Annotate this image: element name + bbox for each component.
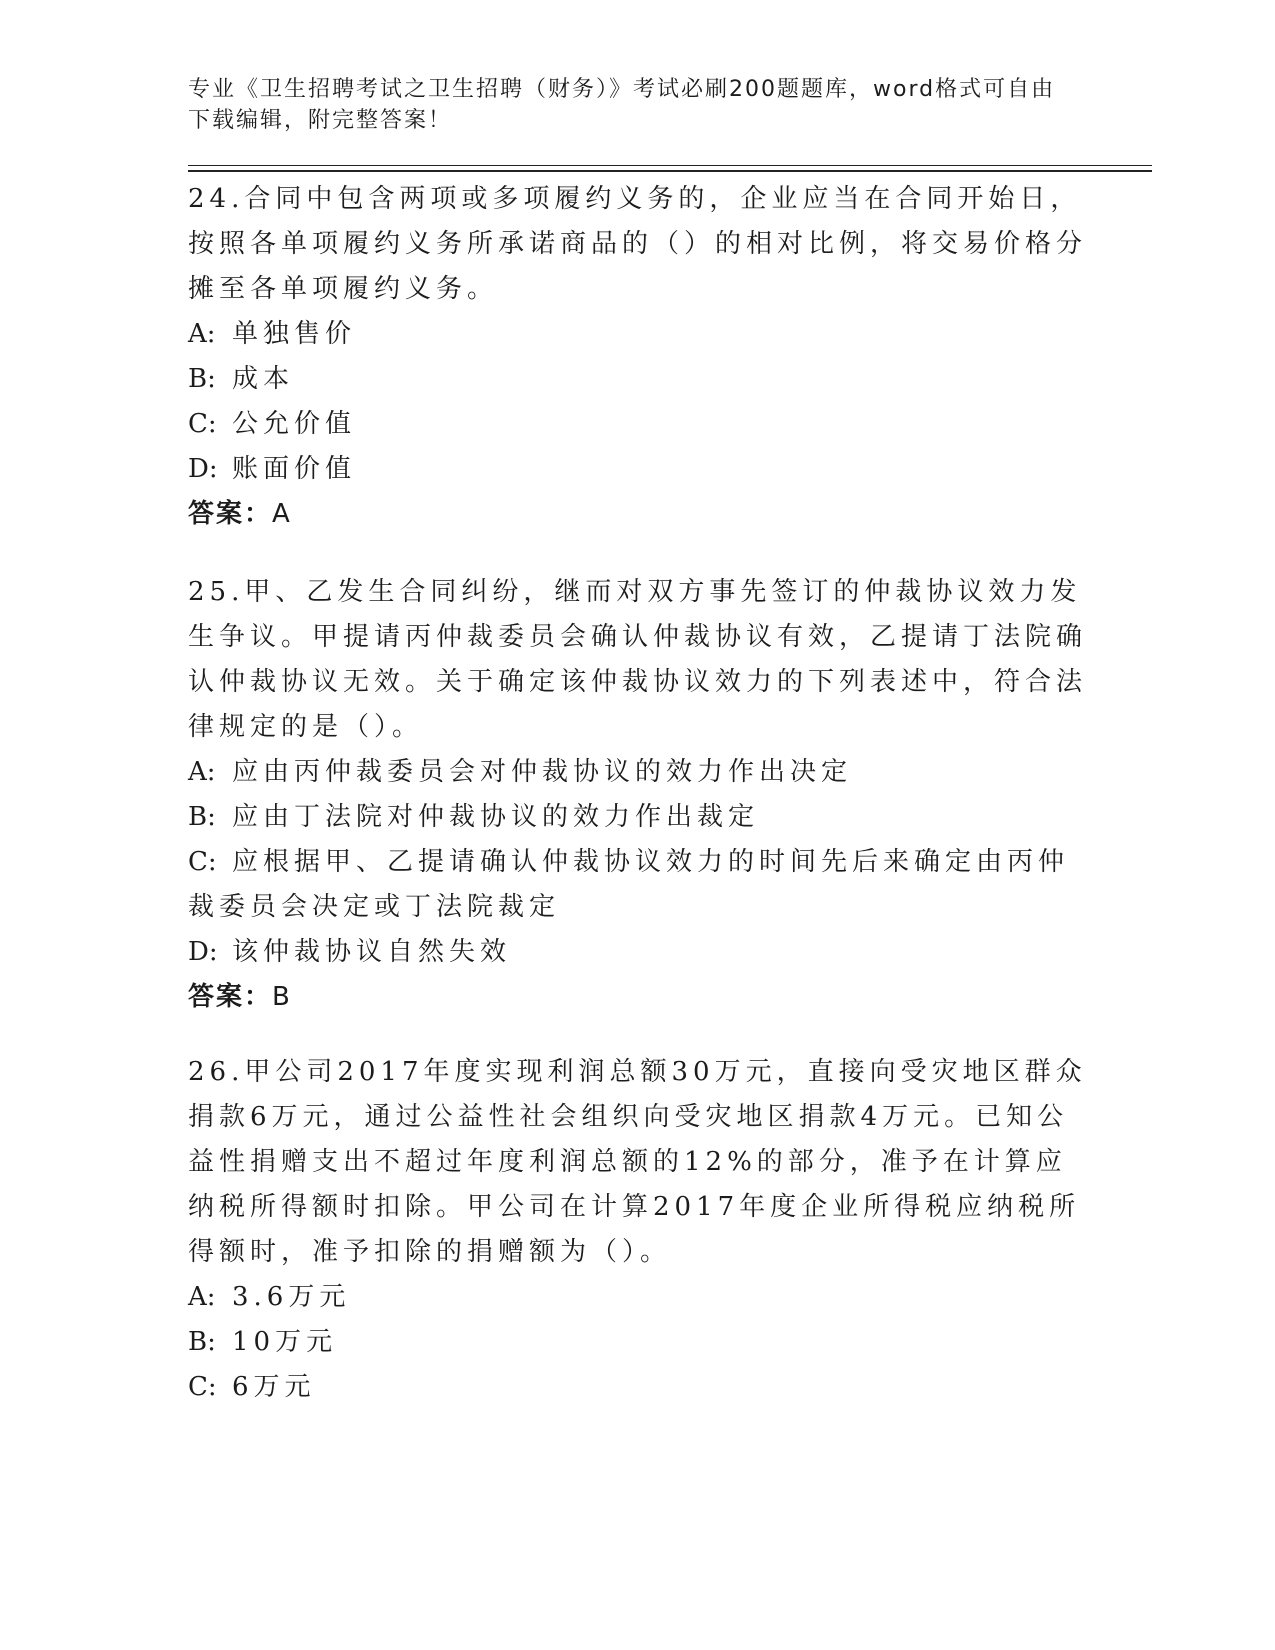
option-text: 应根据甲、乙提请确认仲裁协议效力的时间先后来确定由丙仲裁委员会决定或丁法院裁定 — [188, 847, 1070, 922]
option-letter: A: — [188, 757, 216, 787]
option-c — [188, 1365, 1088, 1410]
answer-line — [188, 975, 1088, 1020]
option-text: 成本 — [232, 364, 295, 394]
option-letter: B: — [188, 364, 216, 394]
option-text: 应由丁法院对仲裁协议的效力作出裁定 — [232, 802, 760, 832]
option-letter: C: — [188, 1372, 217, 1402]
option-c — [188, 840, 1088, 930]
question-24 — [188, 177, 1088, 537]
option-letter: C: — [188, 847, 217, 877]
option-letter: A: — [188, 1282, 216, 1312]
option-b — [188, 795, 1088, 840]
option-text: 10万元 — [232, 1327, 338, 1357]
question-text: 26.甲公司2017年度实现利润总额30万元，直接向受灾地区群众捐款6万元，通过公益性社会组织向受灾地区捐款4万元。已知公益性捐赠支出不超过年度利润总额的12%的部分，准予在计算应纳税所得额时扣除。甲公司在计算2017年度企业所得税应纳税所得额时，准予扣除的捐赠额为（）。 — [188, 1057, 1087, 1267]
option-letter: D: — [188, 454, 218, 484]
option-b — [188, 357, 1088, 402]
option-text: 该仲裁协议自然失效 — [232, 937, 512, 967]
answer-line — [188, 492, 1088, 537]
answer-value: B — [272, 982, 292, 1012]
option-text: 应由丙仲裁委员会对仲裁协议的效力作出决定 — [232, 757, 853, 787]
option-text: 账面价值 — [232, 454, 357, 484]
option-text: 6万元 — [232, 1372, 316, 1402]
option-text: 公允价值 — [232, 409, 357, 439]
question-text: 24.合同中包含两项或多项履约义务的，企业应当在合同开始日，按照各单项履约义务所承诺商品的（）的相对比例，将交易价格分摊至各单项履约义务。 — [188, 184, 1088, 304]
question-26 — [188, 1050, 1088, 1410]
answer-value: A — [272, 499, 292, 529]
question-25 — [188, 570, 1088, 1020]
option-c — [188, 402, 1088, 447]
option-text: 单独售价 — [232, 319, 357, 349]
option-letter: B: — [188, 1327, 216, 1357]
document-header: 专业《卫生招聘考试之卫生招聘（财务）》考试必刷200题题库，word格式可自由下载编辑，附完整答案！ — [188, 77, 1056, 133]
answer-label: 答案： — [188, 499, 273, 529]
option-letter: C: — [188, 409, 217, 439]
option-a — [188, 1275, 1088, 1320]
header-divider-thin — [188, 165, 1152, 166]
option-a — [188, 750, 1088, 795]
option-text: 3.6万元 — [232, 1282, 351, 1312]
option-b — [188, 1320, 1088, 1365]
header-divider-thick — [188, 170, 1152, 172]
option-d — [188, 447, 1088, 492]
answer-label: 答案： — [188, 982, 273, 1012]
question-text: 25.甲、乙发生合同纠纷，继而对双方事先签订的仲裁协议效力发生争议。甲提请丙仲裁委员会确认仲裁协议有效，乙提请丁法院确认仲裁协议无效。关于确定该仲裁协议效力的下列表述中，符合法律规定的是（）。 — [188, 577, 1088, 742]
option-a — [188, 312, 1088, 357]
option-letter: B: — [188, 802, 216, 832]
option-letter: A: — [188, 319, 216, 349]
option-letter: D: — [188, 937, 218, 967]
option-d — [188, 930, 1088, 975]
